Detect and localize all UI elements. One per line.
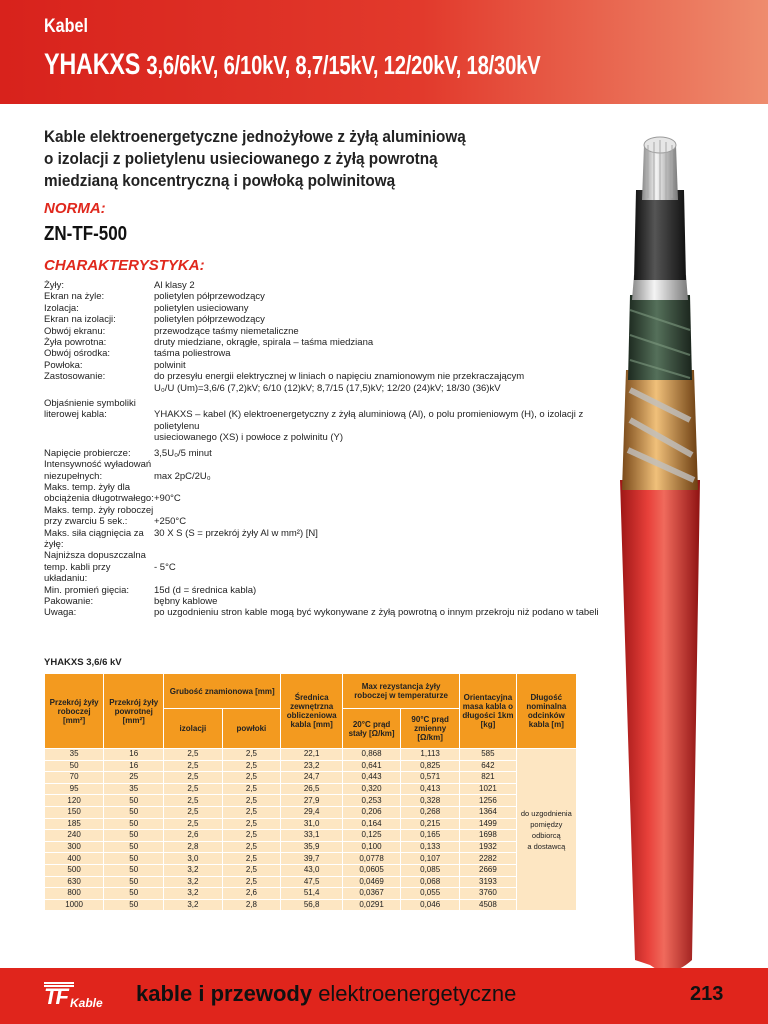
table-cell: 2,5 [222, 772, 281, 784]
page-title [44, 48, 540, 82]
characteristic-value: przewodzące taśmy niemetaliczne [154, 325, 299, 337]
table-cell: 50 [104, 830, 164, 842]
table-cell: 0,868 [343, 749, 401, 761]
characteristic-label: Maks. siła ciągnięcia za żyłę: [44, 527, 144, 550]
table-cell: 24,7 [281, 772, 343, 784]
table-cell: 2,5 [164, 772, 222, 784]
header-insulation: izolacji [164, 709, 222, 749]
table-cell: 0,641 [343, 760, 401, 772]
table-row [45, 841, 577, 853]
characteristics-heading: CHARAKTERYSTYKA: [44, 257, 205, 274]
table-cell: 23,2 [281, 760, 343, 772]
characteristic-row [44, 528, 604, 551]
characteristic-label: Ekran na żyle: [44, 291, 105, 303]
characteristic-row [44, 596, 604, 607]
page-number: 213 [690, 983, 724, 1005]
header-length: Długość nominalna odcinków kabla [m] [516, 674, 576, 749]
characteristic-label: Uwaga: [44, 607, 77, 619]
table-cell: 500 [45, 864, 104, 876]
table-cell: 3760 [460, 888, 516, 900]
characteristic-label: temp. kabli przy układaniu: [44, 561, 111, 585]
characteristic-row [44, 303, 604, 314]
characteristic-value: 15d (d = średnica kabla) [154, 584, 257, 596]
characteristic-label [44, 383, 154, 394]
table-cell: 1,113 [401, 749, 460, 761]
table-cell: 150 [45, 806, 104, 818]
category-label: Kabel [44, 16, 88, 37]
table-cell: 1499 [460, 818, 516, 830]
table-row [45, 818, 577, 830]
specification-table [44, 673, 577, 911]
logo-tf: TF [44, 984, 67, 1009]
characteristic-row [44, 326, 604, 337]
table-cell: 47,5 [281, 876, 343, 888]
characteristic-value: 3,5U₀/5 minut [154, 447, 212, 459]
characteristic-value [154, 550, 604, 561]
characteristic-label: Min. promień gięcia: [44, 584, 130, 596]
characteristic-label: Intensywność wyładowań [44, 459, 152, 471]
table-cell: 585 [460, 749, 516, 761]
table-cell: 50 [104, 818, 164, 830]
table-cell: 1932 [460, 841, 516, 853]
table-title: YHAKXS 3,6/6 kV [44, 657, 122, 668]
table-cell: 50 [104, 876, 164, 888]
table-cell: 1256 [460, 795, 516, 807]
table-row [45, 876, 577, 888]
characteristic-row [44, 607, 604, 618]
table-cell: 2,5 [222, 760, 281, 772]
characteristic-value: polwinit [154, 359, 186, 371]
table-cell: 0,268 [401, 806, 460, 818]
characteristic-label: przy zwarciu 5 sek.: [44, 516, 128, 528]
table-row [45, 853, 577, 865]
length-note-cell [516, 749, 576, 911]
characteristic-row [44, 291, 604, 302]
table-cell: 0,133 [401, 841, 460, 853]
table-cell: 2,5 [164, 760, 222, 772]
table-cell: 0,443 [343, 772, 401, 784]
table-cell: 2,5 [222, 806, 281, 818]
table-cell: 51,4 [281, 888, 343, 900]
table-cell: 0,328 [401, 795, 460, 807]
table-cell: 240 [45, 830, 104, 842]
table-cell: 50 [104, 864, 164, 876]
table-cell: 0,215 [401, 818, 460, 830]
description-line: o izolacji z polietylenu usieciowanego z żyłą powrotną [44, 149, 438, 168]
characteristic-value: polietylen półprzewodzący [154, 291, 265, 303]
length-note-line: pomiędzy [530, 819, 563, 829]
table-cell: 2,5 [164, 818, 222, 830]
table-cell: 35 [45, 749, 104, 761]
table-cell: 29,4 [281, 806, 343, 818]
table-cell: 0,165 [401, 830, 460, 842]
table-cell: 0,046 [401, 899, 460, 911]
characteristic-row [44, 505, 604, 516]
characteristics-list [44, 280, 604, 619]
table-cell: 2,5 [222, 841, 281, 853]
characteristic-value: Al klasy 2 [154, 280, 195, 291]
characteristic-value: po uzgodnieniu stron kable mogą być wykonywane z żyłą powrotną o innym przekroju niż podano w tabeli [154, 607, 599, 619]
table-cell: 2,5 [164, 806, 222, 818]
characteristic-row [44, 371, 604, 382]
characteristic-label: Powłoka: [44, 359, 83, 371]
footer-tagline [136, 981, 516, 1007]
characteristic-row [44, 448, 604, 459]
table-cell: 2,5 [222, 876, 281, 888]
characteristic-label: Napięcie probiercze: [44, 447, 131, 459]
characteristic-value: max 2pC/2U₀ [154, 470, 211, 482]
table-cell: 0,0778 [343, 853, 401, 865]
table-cell: 2,8 [164, 841, 222, 853]
table-row [45, 749, 577, 761]
table-row [45, 795, 577, 807]
characteristic-label: Obwój ekranu: [44, 325, 106, 337]
table-cell: 2,5 [164, 783, 222, 795]
table-cell: 300 [45, 841, 104, 853]
characteristic-label: Ekran na izolacji: [44, 314, 116, 326]
table-cell: 3,2 [164, 899, 222, 911]
table-cell: 56,8 [281, 899, 343, 911]
table-cell: 0,320 [343, 783, 401, 795]
table-row [45, 899, 577, 911]
table-cell: 0,571 [401, 772, 460, 784]
table-row [45, 888, 577, 900]
table-cell: 1698 [460, 830, 516, 842]
characteristic-row [44, 314, 604, 325]
table-cell: 26,5 [281, 783, 343, 795]
header-resistance: Max rezystancja żyły roboczej w temperaturze [343, 674, 460, 709]
table-cell: 0,413 [401, 783, 460, 795]
table-cell: 2,5 [222, 749, 281, 761]
table-cell: 2669 [460, 864, 516, 876]
table-cell: 120 [45, 795, 104, 807]
table-cell: 2,6 [222, 888, 281, 900]
characteristic-value: polietylen półprzewodzący [154, 314, 265, 326]
table-cell: 33,1 [281, 830, 343, 842]
table-cell: 35,9 [281, 841, 343, 853]
title-main: YHAKXS [44, 48, 141, 81]
table-cell: 3,0 [164, 853, 222, 865]
characteristic-value: U₀/U (Um)=3,6/6 (7,2)kV; 6/10 (12)kV; 8,7/15 (17,5)kV; 12/20 (24)kV; 18/30 (36)kV [154, 382, 501, 394]
table-cell: 2,5 [222, 830, 281, 842]
characteristic-value [154, 459, 604, 470]
header-resistance-20c: 20°C prąd stały [Ω/km] [343, 709, 401, 749]
table-cell: 50 [104, 888, 164, 900]
table-cell: 0,068 [401, 876, 460, 888]
characteristic-label: Objaśnienie symboliki [44, 398, 136, 410]
table-row [45, 806, 577, 818]
length-note-line: a dostawcą [527, 841, 566, 851]
table-cell: 1000 [45, 899, 104, 911]
characteristic-value [154, 398, 604, 409]
table-cell: 0,206 [343, 806, 401, 818]
header-sheath: powłoki [222, 709, 281, 749]
table-cell: 3,2 [164, 888, 222, 900]
cable-cross-section-image [600, 120, 720, 980]
table-cell: 3193 [460, 876, 516, 888]
table-cell: 1021 [460, 783, 516, 795]
product-description [44, 126, 512, 192]
characteristic-row [44, 432, 604, 443]
table-row [45, 830, 577, 842]
characteristic-row [44, 471, 604, 482]
tf-kable-logo [44, 976, 124, 1020]
characteristic-label: Zastosowanie: [44, 371, 106, 383]
characteristic-value: do przesyłu energii elektrycznej w liniach o napięciu znamionowym nie przekraczającym [154, 371, 525, 383]
characteristic-row [44, 360, 604, 371]
norma-value: ZN-TF-500 [44, 223, 128, 245]
characteristic-value: +90°C [154, 493, 181, 505]
table-cell: 2282 [460, 853, 516, 865]
table-cell: 0,125 [343, 830, 401, 842]
header-cross-section-main: Przekrój żyły roboczej [mm²] [45, 674, 104, 749]
characteristic-row [44, 280, 604, 291]
table-cell: 43,0 [281, 864, 343, 876]
characteristic-row [44, 459, 604, 470]
characteristic-label: Najniższa dopuszczalna [44, 550, 146, 562]
table-cell: 4508 [460, 899, 516, 911]
characteristic-value [154, 482, 604, 493]
characteristic-label: Żyła powrotna: [44, 337, 107, 349]
characteristic-row [44, 516, 604, 527]
table-cell: 95 [45, 783, 104, 795]
description-line: miedzianą koncentryczną i powłoką polwinitową [44, 171, 396, 190]
table-cell: 400 [45, 853, 104, 865]
table-row [45, 783, 577, 795]
characteristic-row [44, 585, 604, 596]
characteristic-label: niezupełnych: [44, 470, 103, 482]
characteristic-row [44, 482, 604, 493]
table-cell: 0,107 [401, 853, 460, 865]
table-cell: 2,5 [164, 795, 222, 807]
table-cell: 16 [104, 760, 164, 772]
characteristic-label: Obwój ośrodka: [44, 348, 111, 360]
characteristic-label: Izolacja: [44, 302, 79, 314]
table-cell: 50 [104, 795, 164, 807]
table-cell: 821 [460, 772, 516, 784]
table-cell: 22,1 [281, 749, 343, 761]
tagline-normal: elektroenergetyczne [318, 981, 517, 1006]
characteristic-row [44, 562, 604, 585]
characteristic-label: Maks. temp. żyły dla [44, 481, 131, 493]
characteristic-value: polietylen usieciowany [154, 302, 249, 314]
table-cell: 50 [45, 760, 104, 772]
table-cell: 0,100 [343, 841, 401, 853]
characteristic-value: - 5°C [154, 561, 176, 573]
table-cell: 0,0291 [343, 899, 401, 911]
table-cell: 0,164 [343, 818, 401, 830]
table-cell: 0,055 [401, 888, 460, 900]
table-cell: 2,5 [222, 783, 281, 795]
header-banner [0, 0, 768, 104]
description-line: Kable elektroenergetyczne jednożyłowe z żyłą aluminiową [44, 127, 466, 146]
characteristic-row [44, 337, 604, 348]
table-cell: 2,8 [222, 899, 281, 911]
characteristic-row [44, 383, 604, 394]
characteristic-value: druty miedziane, okrągłe, spirala – taśma miedziana [154, 337, 374, 349]
characteristic-value: bębny kablowe [154, 595, 218, 607]
tagline-bold: kable i przewody [136, 981, 313, 1006]
table-cell: 2,5 [222, 795, 281, 807]
table-row [45, 864, 577, 876]
table-cell: 50 [104, 853, 164, 865]
table-cell: 2,5 [222, 818, 281, 830]
characteristic-value: usieciowanego (XS) i powłoce z polwinitu (Y) [154, 432, 344, 444]
table-cell: 2,6 [164, 830, 222, 842]
characteristic-row [44, 409, 604, 432]
table-cell: 800 [45, 888, 104, 900]
length-note-line: do uzgodnienia [520, 808, 572, 818]
table-cell: 31,0 [281, 818, 343, 830]
characteristic-row [44, 493, 604, 504]
table-cell: 25 [104, 772, 164, 784]
table-cell: 2,5 [222, 864, 281, 876]
characteristic-row [44, 348, 604, 359]
header-resistance-90c: 90°C prąd zmienny [Ω/km] [401, 709, 460, 749]
table-cell: 16 [104, 749, 164, 761]
characteristic-value: +250°C [154, 516, 187, 528]
characteristic-label: Żyły: [44, 280, 65, 291]
table-cell: 35 [104, 783, 164, 795]
header-mass: Orientacyjna masa kabla o długości 1km [kg] [460, 674, 516, 749]
characteristic-value [154, 505, 604, 516]
characteristic-label: Maks. temp. żyły roboczej [44, 504, 154, 516]
header-thickness: Grubość znamionowa [mm] [164, 674, 281, 709]
header-cross-section-return: Przekrój żyły powrotnej [mm²] [104, 674, 164, 749]
table-cell: 27,9 [281, 795, 343, 807]
characteristic-value: taśma poliestrowa [154, 348, 231, 360]
table-row [45, 760, 577, 772]
table-cell: 50 [104, 899, 164, 911]
characteristic-label: Pakowanie: [44, 595, 94, 607]
table-cell: 185 [45, 818, 104, 830]
table-cell: 2,5 [222, 853, 281, 865]
table-cell: 0,0469 [343, 876, 401, 888]
table-cell: 642 [460, 760, 516, 772]
characteristic-label [44, 432, 154, 443]
title-voltages: 3,6/6kV, 6/10kV, 8,7/15kV, 12/20kV, 18/30kV [146, 50, 541, 80]
norma-heading: NORMA: [44, 200, 106, 217]
table-cell: 3,2 [164, 876, 222, 888]
table-cell: 0,825 [401, 760, 460, 772]
characteristic-row [44, 550, 604, 561]
length-note-line: odbiorcą [531, 830, 561, 840]
table-cell: 3,2 [164, 864, 222, 876]
table-cell: 39,7 [281, 853, 343, 865]
logo-kable: Kable [70, 996, 103, 1010]
table-cell: 0,085 [401, 864, 460, 876]
characteristic-label: literowej kabla: [44, 409, 107, 421]
table-cell: 0,0367 [343, 888, 401, 900]
table-row [45, 772, 577, 784]
header-diameter: Średnica zewnętrzna obliczeniowa kabla [mm] [281, 674, 343, 749]
table-cell: 0,253 [343, 795, 401, 807]
table-cell: 630 [45, 876, 104, 888]
table-cell: 0,0605 [343, 864, 401, 876]
characteristic-row [44, 398, 604, 409]
table-cell: 2,5 [164, 749, 222, 761]
characteristic-value: 30 X S (S = przekrój żyły Al w mm²) [N] [154, 527, 318, 539]
table-cell: 70 [45, 772, 104, 784]
characteristic-value: YHAKXS – kabel (K) elektroenergetyczny z żyłą aluminiową (Al), o polu promieniowym (H), o izolacji z polietylenu [154, 409, 584, 432]
table-cell: 50 [104, 841, 164, 853]
table-cell: 1364 [460, 806, 516, 818]
characteristic-label: obciążenia długotrwałego: [44, 493, 154, 505]
table-cell: 50 [104, 806, 164, 818]
